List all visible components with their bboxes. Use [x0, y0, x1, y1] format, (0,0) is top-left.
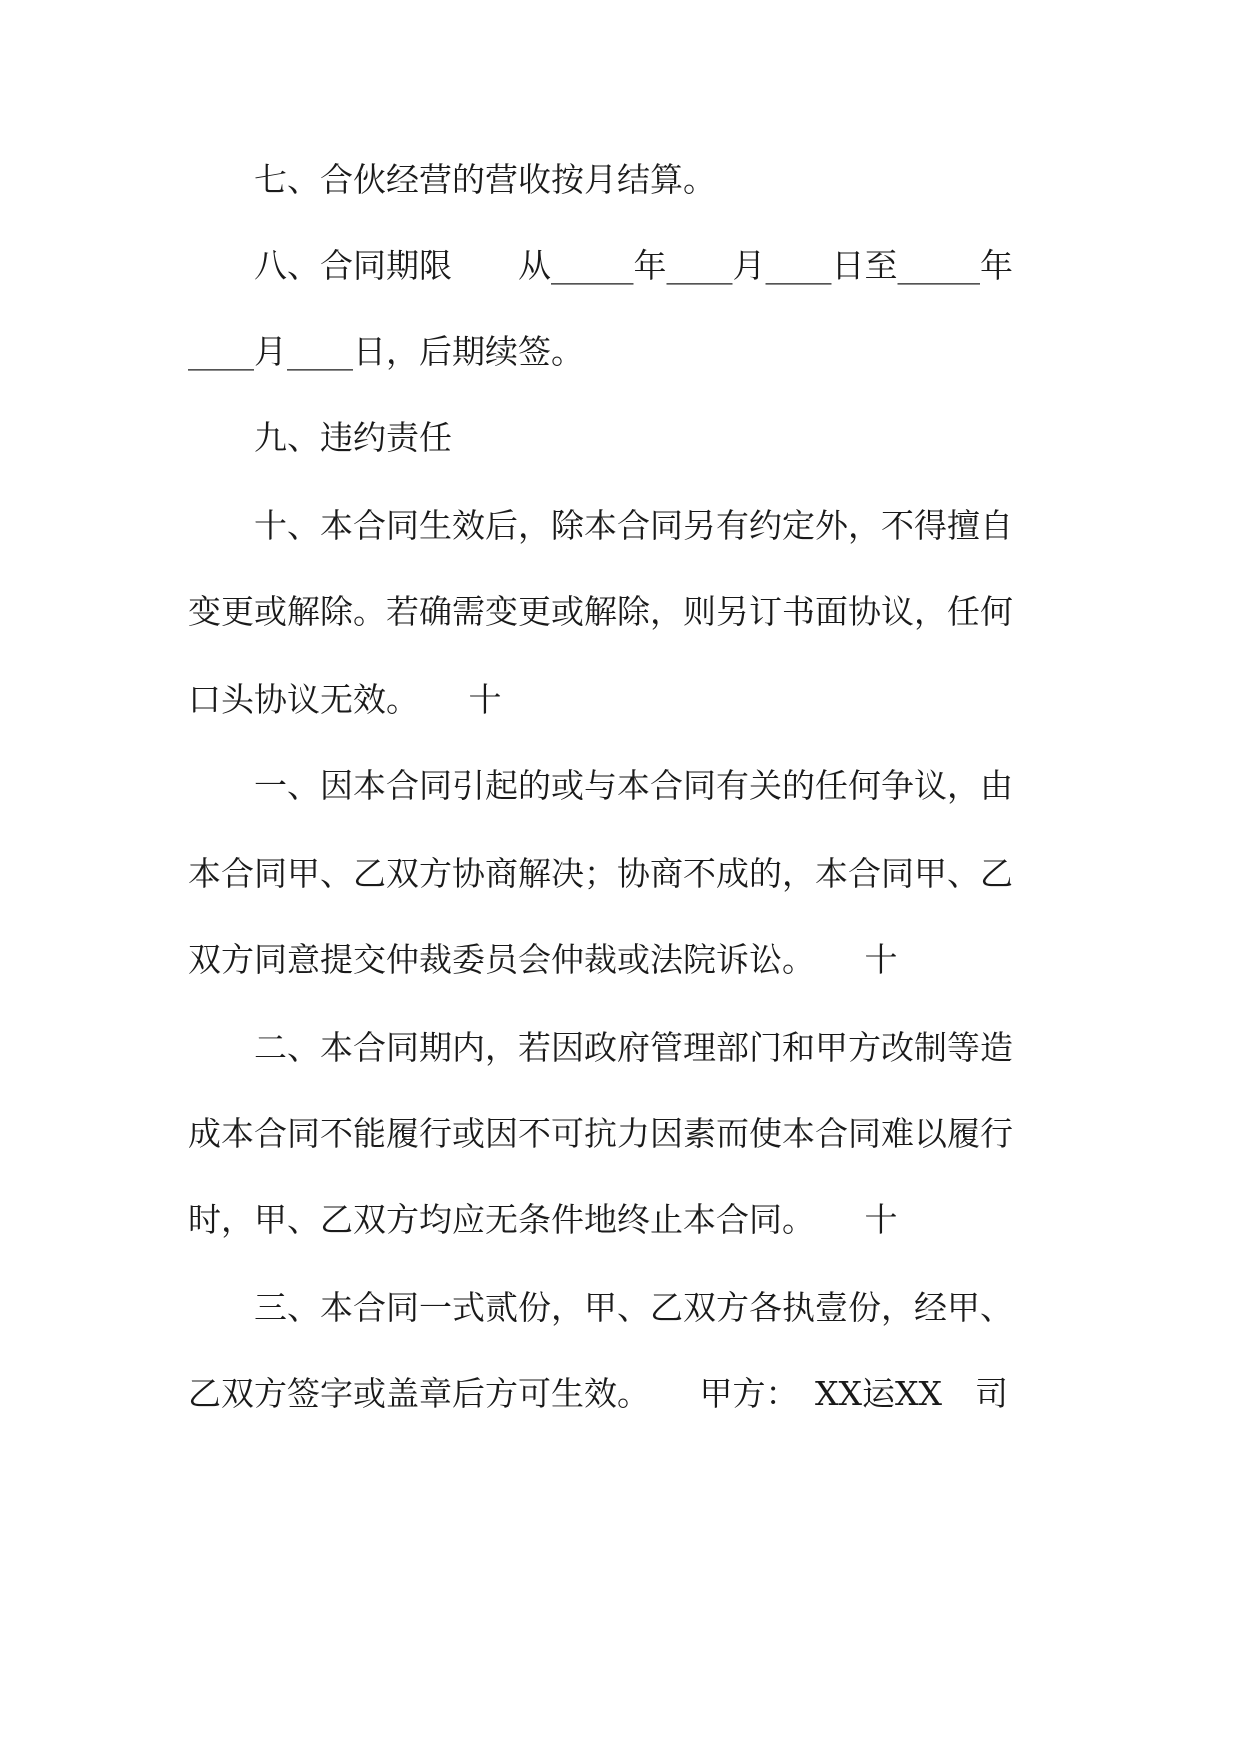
paragraph-line: ____月____日，后期续签。	[188, 332, 584, 371]
paragraph-line: 三、本合同一式贰份，甲、乙双方各执壹份，经甲、	[254, 1288, 1013, 1327]
paragraph-line: 九、违约责任	[254, 418, 452, 457]
paragraph-line: 八、合同期限 从_____年____月____日至_____年	[254, 246, 1013, 285]
paragraph-line: 一、因本合同引起的或与本合同有关的任何争议，由	[254, 766, 1013, 805]
paragraph-line: 十、本合同生效后，除本合同另有约定外，不得擅自	[254, 506, 1013, 545]
paragraph-line: 双方同意提交仲裁委员会仲裁或法院诉讼。 十	[188, 940, 898, 979]
paragraph-line: 七、合伙经营的营收按月结算。	[254, 160, 716, 199]
paragraph-line: 二、本合同期内，若因政府管理部门和甲方改制等造	[254, 1028, 1013, 1067]
paragraph-line: 变更或解除。若确需变更或解除，则另订书面协议，任何	[188, 592, 1013, 631]
paragraph-line: 时，甲、乙双方均应无条件地终止本合同。 十	[188, 1200, 898, 1239]
paragraph-line: 口头协议无效。 十	[188, 680, 502, 719]
paragraph-line: 本合同甲、乙双方协商解决；协商不成的，本合同甲、乙	[188, 854, 1013, 893]
paragraph-line: 成本合同不能履行或因不可抗力因素而使本合同难以履行	[188, 1114, 1013, 1153]
paragraph-line: 乙双方签字或盖章后方可生效。 甲方： XX运XX 司	[188, 1374, 1008, 1413]
